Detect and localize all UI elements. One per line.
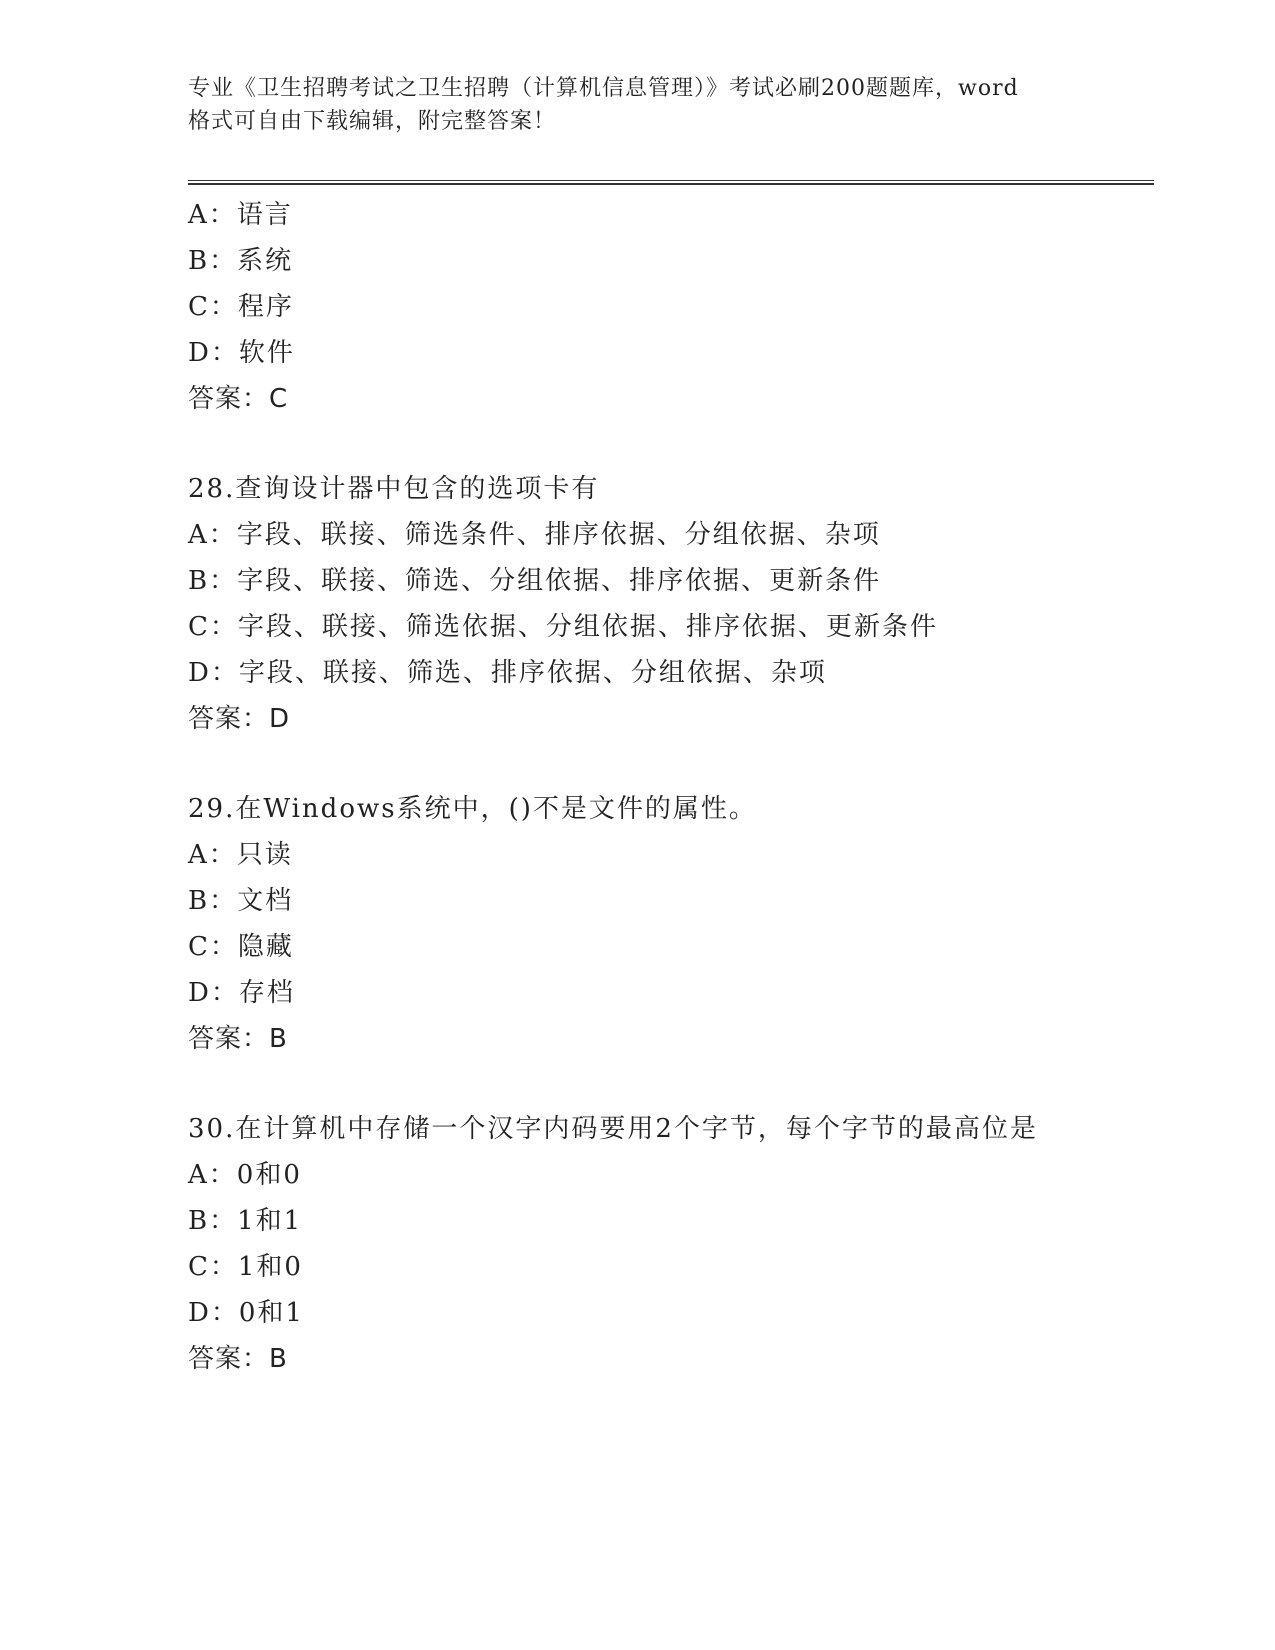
answer-line: 答案：D <box>188 704 291 734</box>
option-b: B：1和1 <box>188 1206 303 1236</box>
option-d: D：存档 <box>188 978 295 1008</box>
option-b: B：字段、联接、筛选、分组依据、排序依据、更新条件 <box>188 566 882 596</box>
header-divider-thin <box>188 180 1154 181</box>
question-28 <box>188 466 1148 742</box>
question-title: 28.查询设计器中包含的选项卡有 <box>188 474 600 504</box>
option-b: B：系统 <box>188 246 294 276</box>
option-c: C：隐藏 <box>188 932 294 962</box>
option-d: D：字段、联接、筛选、排序依据、分组依据、杂项 <box>188 658 827 688</box>
question-30 <box>188 1106 1148 1382</box>
option-a: A：字段、联接、筛选条件、排序依据、分组依据、杂项 <box>188 520 881 550</box>
answer-line: 答案：C <box>188 384 289 414</box>
document-header <box>188 72 1108 138</box>
option-a: A：0和0 <box>188 1160 302 1190</box>
answer-line: 答案：B <box>188 1024 288 1054</box>
option-c: C：字段、联接、筛选依据、分组依据、排序依据、更新条件 <box>188 612 938 642</box>
answer-line: 答案：B <box>188 1344 288 1374</box>
question-27-continued <box>188 192 1148 422</box>
question-title: 29.在Windows系统中，()不是文件的属性。 <box>188 794 757 824</box>
option-c: C：程序 <box>188 292 294 322</box>
header-divider-thick <box>188 183 1154 185</box>
question-title: 30.在计算机中存储一个汉字内码要用2个字节，每个字节的最高位是 <box>188 1114 1038 1144</box>
option-a: A：语言 <box>188 200 293 230</box>
option-c: C：1和0 <box>188 1252 303 1282</box>
question-list <box>188 192 1148 1382</box>
question-29 <box>188 786 1148 1062</box>
option-a: A：只读 <box>188 840 293 870</box>
header-title-line-2: 格式可自由下载编辑，附完整答案！ <box>188 109 557 134</box>
header-title-line-1: 专业《卫生招聘考试之卫生招聘（计算机信息管理）》考试必刷200题题库，word <box>188 76 1019 101</box>
option-d: D：软件 <box>188 338 295 368</box>
option-b: B：文档 <box>188 886 294 916</box>
option-d: D：0和1 <box>188 1298 304 1328</box>
